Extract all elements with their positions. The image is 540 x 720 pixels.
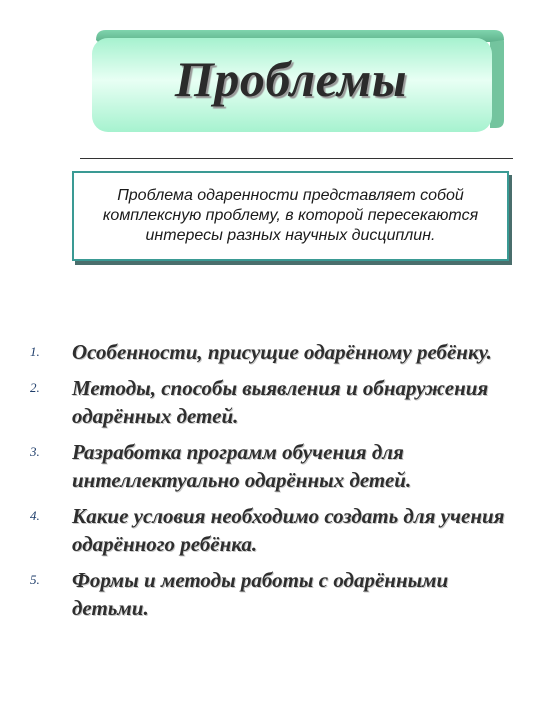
list-item-number: 3.: [30, 444, 40, 459]
list-item-number: 1.: [30, 344, 40, 359]
list-item-text: Особенности, присущие одарённому ребёнку.: [72, 340, 492, 364]
description-box: [72, 171, 509, 261]
list-item-text: Разработка программ обучения для интеллектуально одарённых детей.: [72, 440, 412, 492]
title-banner: [90, 28, 506, 136]
list-item-number: 5.: [30, 572, 40, 587]
title-divider: [80, 158, 513, 159]
list-item: [30, 338, 520, 366]
list-item: [30, 374, 520, 430]
list-item-number: 4.: [30, 508, 40, 523]
list-item: [30, 502, 520, 558]
list-item-text: Методы, способы выявления и обнаружения одарённых детей.: [72, 376, 489, 428]
list-item-text: Формы и методы работы с одарёнными детьми.: [72, 568, 449, 620]
list-item: [30, 438, 520, 494]
problem-list: [30, 338, 520, 630]
slide-title: Проблемы: [174, 51, 408, 107]
list-item-text: Какие условия необходимо создать для учения одарённого ребёнка.: [72, 504, 505, 556]
description-text: Проблема одаренности представляет собой комплексную проблему, в которой пересекаются интересы разных научных дисциплин.: [102, 187, 479, 244]
list-item-number: 2.: [30, 380, 40, 395]
list-item: [30, 566, 520, 622]
